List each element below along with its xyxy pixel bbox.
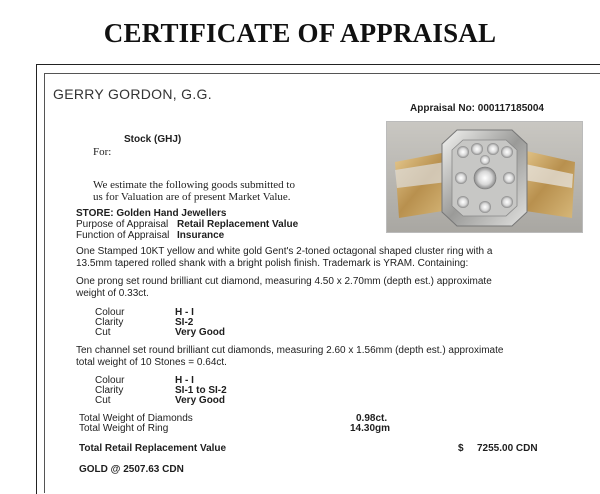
gold-price: GOLD @ 2507.63 CDN [79, 464, 184, 475]
estimate-line-2: us for Valuation are of present Market Value. [93, 191, 291, 203]
total-value-currency: $ [458, 443, 464, 454]
total-diamonds-label: Total Weight of Diamonds [79, 413, 193, 424]
d1-colour-label: Colour [95, 307, 125, 318]
d1-clarity-label: Clarity [95, 317, 124, 328]
store-name: STORE: Golden Hand Jewellers [76, 208, 227, 219]
inner-border-top [44, 73, 600, 74]
d1-cut-label: Cut [95, 327, 111, 338]
function-value: Insurance [177, 230, 225, 241]
d2-cut-value: Very Good [175, 395, 226, 406]
d1-colour-value: H - I [175, 307, 194, 318]
stock-code: Stock (GHJ) [124, 134, 182, 145]
d2-clarity-label: Clarity [95, 385, 124, 396]
d2-cut-label: Cut [95, 395, 111, 406]
total-ring-value: 14.30gm [350, 423, 391, 434]
ring-photo-icon [386, 121, 583, 233]
appraisal-number: Appraisal No: 000117185004 [410, 103, 544, 114]
estimate-line-1: We estimate the following goods submitted to [93, 179, 295, 191]
d2-colour-label: Colour [95, 375, 125, 386]
total-diamonds-value: 0.98ct. [356, 413, 388, 424]
appraiser-name: GERRY GORDON, G.G. [53, 86, 212, 102]
d1-clarity-value: SI-2 [175, 317, 194, 328]
purpose-label: Purpose of Appraisal [76, 219, 169, 230]
total-value-label: Total Retail Replacement Value [79, 443, 227, 454]
outer-border-top [36, 64, 600, 65]
outer-border-left [36, 64, 37, 494]
ring-description: One Stamped 10KT yellow and white gold Gent's 2-toned octagonal shaped cluster ring with a 13.5mm tapered rolled shank with a bright polish finish. Trademark is YRAM. Containing: [76, 246, 493, 269]
d2-clarity-value: SI-1 to SI-2 [175, 385, 227, 396]
total-ring-label: Total Weight of Ring [79, 423, 169, 434]
for-label: For: [93, 146, 112, 158]
total-value-amount: 7255.00 CDN [477, 443, 538, 454]
inner-border-left [44, 73, 45, 493]
d2-colour-value: H - I [175, 375, 194, 386]
function-label: Function of Appraisal [76, 230, 170, 241]
diamond1-description: One prong set round brilliant cut diamond, measuring 4.50 x 2.70mm (depth est.) approximate weight of 0.33ct. [76, 276, 492, 299]
diamond2-description: Ten channel set round brilliant cut diamonds, measuring 2.60 x 1.56mm (depth est.) approximate total weight of 10 Stones = 0.64ct. [76, 345, 504, 368]
purpose-value: Retail Replacement Value [177, 219, 299, 230]
d1-cut-value: Very Good [175, 327, 226, 338]
certificate-title: CERTIFICATE OF APPRAISAL [103, 18, 497, 48]
